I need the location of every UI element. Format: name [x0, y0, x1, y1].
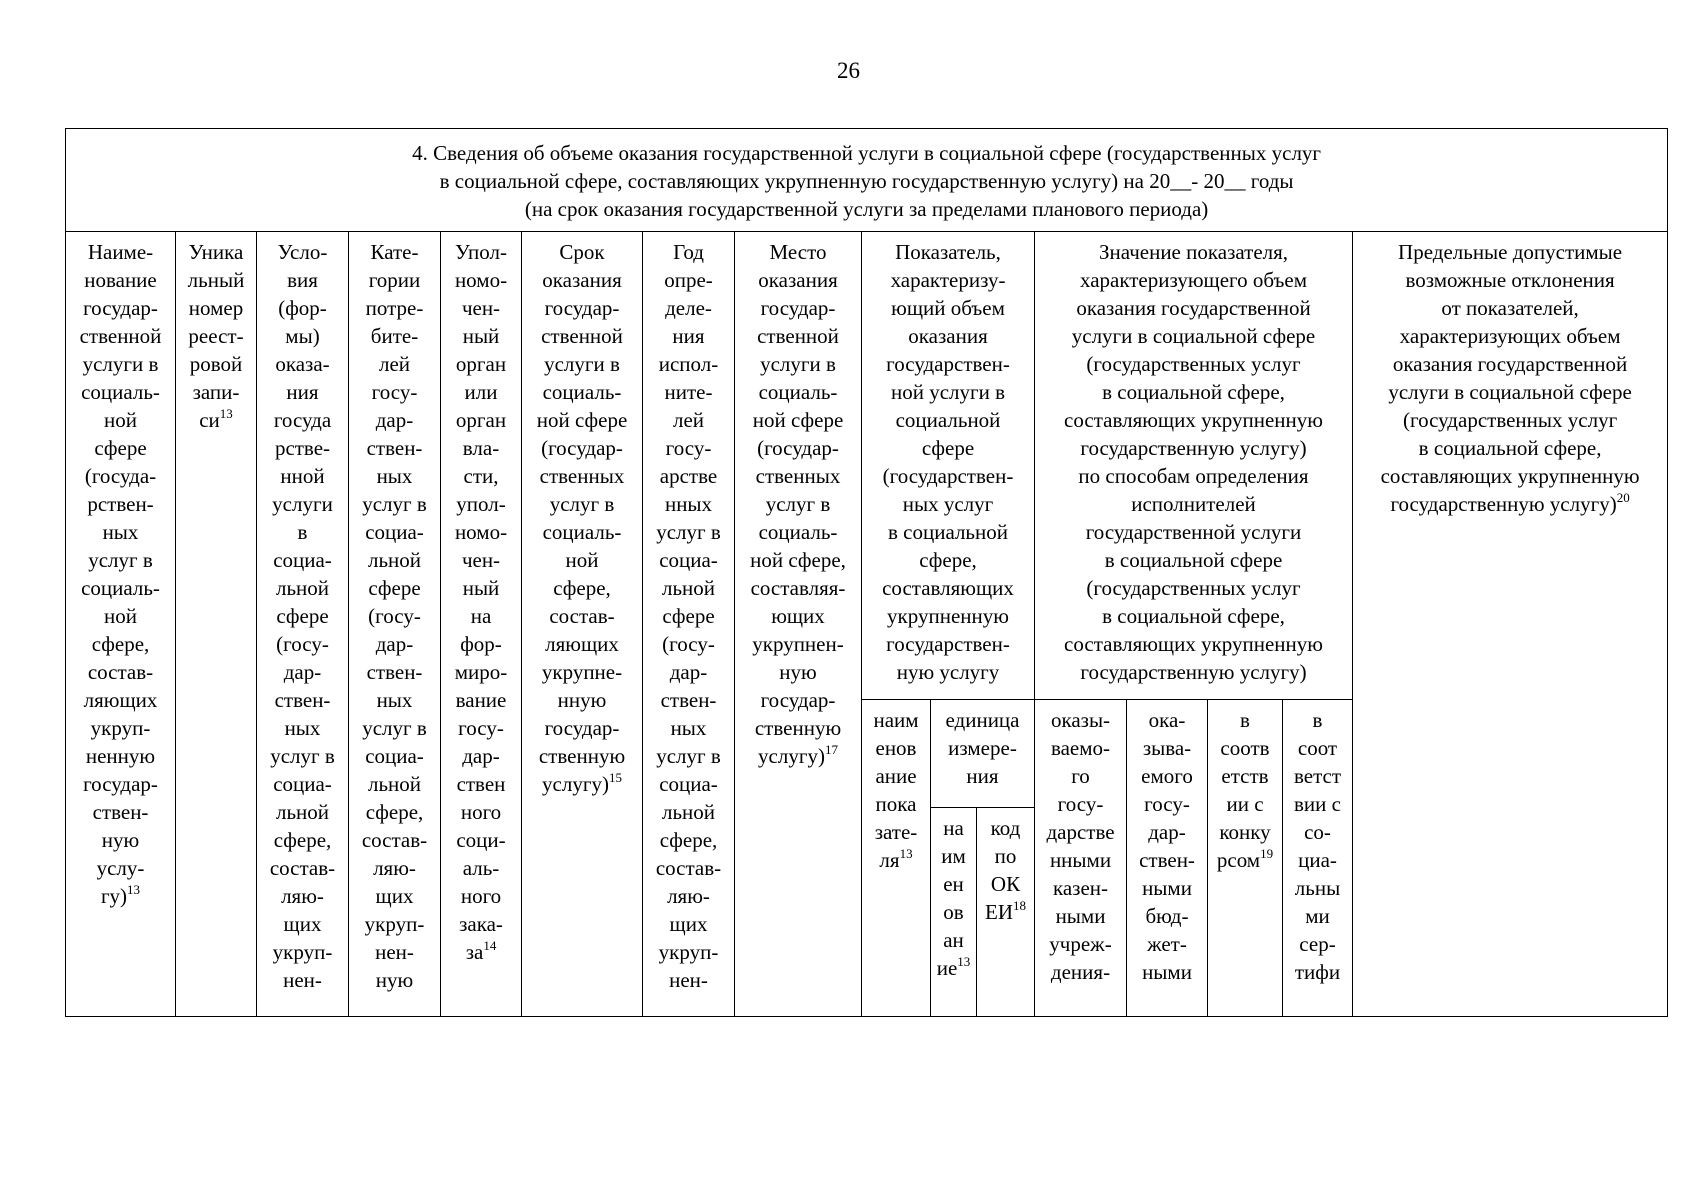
col-value-certificates: в соот ветст вии с со- циа- льны ми сер- тифи: [1283, 700, 1353, 1017]
footnote-ref: 13: [899, 846, 913, 861]
footnote-ref: 15: [608, 770, 622, 785]
col-conditions: Усло- вия (фор- мы) оказа- ния госуда рстве- нной услуги в социа- льной сфере (госу- дар- ствен- ных услуг в социа- льной сфере, состав- ляю- щих укруп- нен-: [257, 232, 349, 1017]
footnote-ref: 19: [1260, 846, 1274, 861]
col-value-state-institutions: оказы- ваемо- го госу- дарстве нными казен- ными учреж- дения-: [1035, 700, 1127, 1017]
col-service-place: Место оказания государ- ственной услуги в социаль- ной сфере (государ- ственных услуг в социаль- ной сфере, составляя- ющих укрупнен- ную государ- ственную услугу)$^{17}$: [735, 232, 862, 1017]
col-value-budget-institutions: ока- зыва- емого госу- дар- ствен- ными бюд- жет- ными: [1127, 700, 1208, 1017]
table-title-text: 4. Сведения об объеме оказания государственной услуги в социальной сфере (государственных услуг в социальной сфере, составляющих укрупненную государственную услугу) на 20__- 20__ годы (на срок оказания государственной услуги за пределами планового периода): [412, 141, 1322, 221]
table-title: [66, 129, 1668, 232]
col-unit-name: на им ен ов ан $ие^{13}$: [931, 808, 977, 1017]
footnote-ref: 18: [1013, 898, 1026, 913]
col-service-name: Наиме- нование государ- ственной услуги в социаль- ной сфере (госуда- рствен- ных услуг в социаль- ной сфере, состав- ляющих укруп- ненную государ- ствен- ную услу- гу)$^{13}$: [66, 232, 176, 1017]
col-unit: единица измере- ния: [931, 700, 1035, 808]
footnote-ref: 13: [957, 954, 971, 969]
col-registry-number: Уника льный номер реест- ровой запи- $си^{13}$: [176, 232, 257, 1017]
col-value-competition: в соотв етств ии с конку рсом$^{19}$: [1208, 700, 1283, 1017]
footnote-ref: 13: [219, 406, 233, 421]
footnote-ref: 20: [1616, 490, 1630, 505]
col-indicator: Показатель, характеризу- ющий объем оказания государствен- ной услуги в социальной сфере (государствен- ных услуг в социальной сфере, составляющих укрупненную государствен- ную услугу: [862, 232, 1035, 700]
volume-info-table: [65, 128, 1668, 1017]
footnote-ref: 17: [824, 742, 838, 757]
header-row-1: [66, 232, 1668, 700]
col-determination-year: Год опре- деле- ния испол- ните- лей госу- арстве нных услуг в социа- льной сфере (госу- дар- ствен- ных услуг в социа- льной сфере, состав- ляю- щих укруп- нен-: [643, 232, 735, 1017]
col-consumer-categories: Кате- гории потре- бите- лей госу- дар- ствен- ных услуг в социа- льной сфере (госу- дар- ствен- ных услуг в социа- льной сфере, состав- ляю- щих укруп- нен- ную: [349, 232, 441, 1017]
footnote-ref: 14: [483, 938, 497, 953]
col-allowed-deviations: Предельные допустимые возможные отклонения от показателей, характеризующих объем оказания государственной услуги в социальной сфере (государственных услуг в социальной сфере, составляющих укрупненную государственную услугу)$^{20}$: [1353, 232, 1668, 1017]
col-authorized-body: Упол- номо- чен- ный орган или орган вла- сти, упол- номо- чен- ный на фор- миро- вание госу- дар- ствен ного соци- аль- ного зака- $за^{14}$: [441, 232, 522, 1017]
page-number: 26: [837, 58, 860, 83]
footnote-ref: 13: [127, 882, 141, 897]
col-indicator-name: наим енов ание пока зате- $ля^{13}$: [862, 700, 931, 1017]
col-unit-code: код по ОК ЕИ$^{18}$: [977, 808, 1035, 1017]
col-indicator-values: Значение показателя, характеризующего объем оказания государственной услуги в социальной сфере (государственных услуг в социальной сфере, составляющих укрупненную государственную услугу) по способам определения исполнителей государственной услуги в социальной сфере (государственных услуг в социальной сфере, составляющих укрупненную государственную услугу): [1035, 232, 1353, 700]
title-row: [66, 129, 1668, 232]
col-service-term: Срок оказания государ- ственной услуги в социаль- ной сфере (государ- ственных услуг в социаль- ной сфере, состав- ляющих укрупне- нную государ- ственную услугу)$^{15}$: [522, 232, 643, 1017]
